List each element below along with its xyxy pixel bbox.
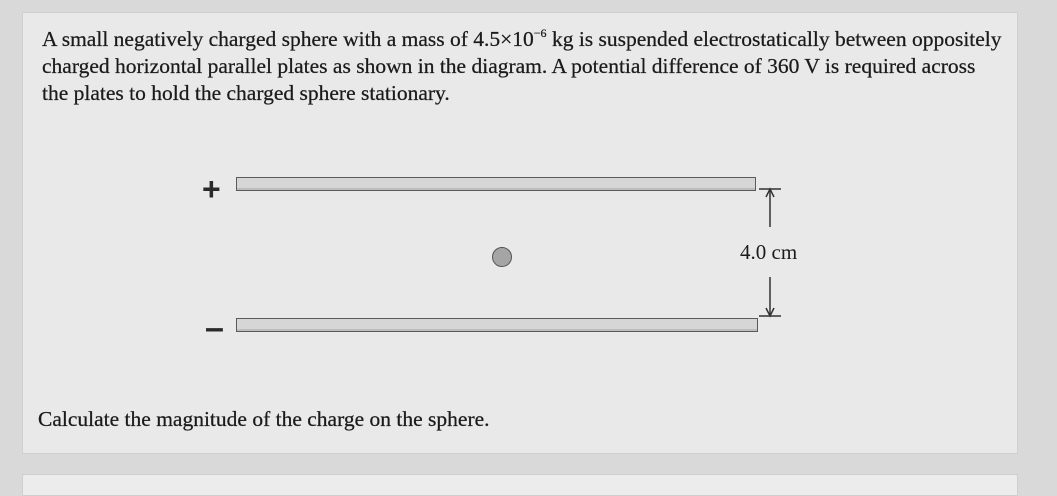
charged-sphere <box>492 247 512 267</box>
question-text-part-1: A small negatively charged sphere with a mass of 4.5×10 <box>42 27 534 51</box>
question-text <box>42 26 1002 107</box>
negative-sign: – <box>205 309 224 347</box>
mass-exponent: −6 <box>533 26 547 40</box>
question-text-part-2: kg is suspended electrostatically between oppositely charged horizontal parallel plates as shown in the diagram. A potential difference of 360 V is required across the plates to hold the charged sphere stationary. <box>42 27 1002 105</box>
separation-label: 4.0 cm <box>740 240 798 264</box>
answer-area[interactable] <box>22 474 1018 496</box>
top-plate <box>236 177 756 191</box>
bottom-plate <box>236 318 758 332</box>
positive-sign: + <box>202 171 221 207</box>
question-prompt: Calculate the magnitude of the charge on the sphere. <box>38 407 490 431</box>
